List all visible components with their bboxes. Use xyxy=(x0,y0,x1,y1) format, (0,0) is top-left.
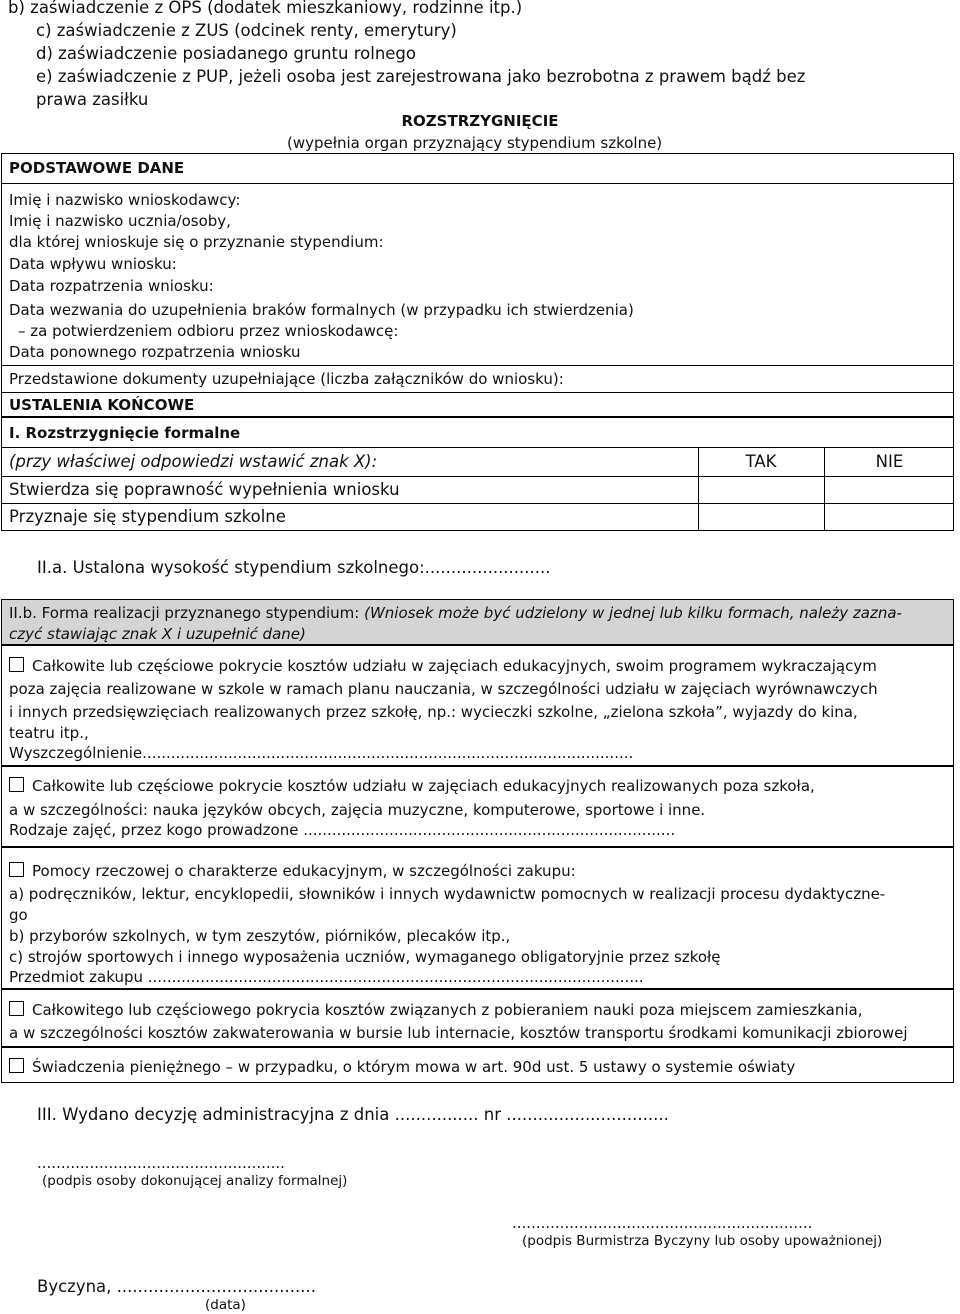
aid-option-4-line2: a w szczególności kosztów zakwaterowania w bursie lub internacie, kosztów transportu środkami komunikacji zbiorowej xyxy=(9,1024,908,1042)
aid-option-5-text: Świadczenia pieniężnego – w przypadku, o którym mowa w art. 90d ust. 5 ustawy o systemie oświaty xyxy=(32,1058,796,1076)
aid-option-1-line2: poza zajęcia realizowane w szkole w ramach planu nauczania, w szczególności udziału w zajęciach wyrównawczych xyxy=(9,680,878,698)
aid-option-3-line5: c) strojów sportowych i innego wyposażenia uczniów, wymaganego obligatoryjnie przez szkołę xyxy=(9,948,721,966)
signature-line-analyst: .................................................... xyxy=(37,1154,285,1172)
aid-option-1-line4: teatru itp., xyxy=(9,724,89,742)
doc-item-d: d) zaświadczenie posiadanego gruntu rolnego xyxy=(36,44,416,63)
student-name-label-line1: Imię i nazwisko ucznia/osoby, xyxy=(9,212,231,230)
aid-option-2-details: Rodzaje zajęć, przez kogo prowadzone .............................................................................. xyxy=(9,821,676,839)
row-scholarship-granted: Przyznaje się stypendium szkolne xyxy=(9,507,286,526)
place-and-date: Byczyna, ...................................... xyxy=(37,1277,316,1296)
aid-option-5-line1 xyxy=(9,1057,795,1078)
formal-decision-heading: I. Rozstrzygnięcie formalne xyxy=(9,424,241,442)
aid-option-3-details: Przedmiot zakupu ........................................................................................................ xyxy=(9,968,644,986)
form-of-aid-heading-line1 xyxy=(9,603,949,624)
aid-option-4-text: Całkowitego lub częściowego pokrycia kosztów związanych z pobieraniem nauki poza miejscem zamieszkania, xyxy=(32,1001,863,1019)
form-of-aid-header xyxy=(1,599,954,645)
summons-date-label-line1: Data wezwania do uzupełnienia braków formalnych (w przypadku ich stwierdzenia) xyxy=(9,301,634,319)
aid-option-2-line2: a w szczególności: nauka języków obcych, zajęcia muzyczne, komputerowe, sportowe i inne. xyxy=(9,801,706,819)
row-application-correct: Stwierdza się poprawność wypełnienia wniosku xyxy=(9,480,400,499)
divider xyxy=(2,476,953,477)
receipt-date-label: Data wpływu wniosku: xyxy=(9,255,177,273)
date-caption: (data) xyxy=(205,1297,246,1313)
doc-item-b: b) zaświadczenie z OPS (dodatek mieszkaniowy, rodzinne itp.) xyxy=(8,0,523,17)
applicant-name-label: Imię i nazwisko wnioskodawcy: xyxy=(9,191,241,209)
aid-option-3-line3: go xyxy=(9,906,28,924)
aid-option-3 xyxy=(1,847,954,989)
table-instruction: (przy właściwej odpowiedzi wstawić znak X): xyxy=(9,452,378,471)
doc-item-e-line2: prawa zasiłku xyxy=(36,90,149,109)
aid-option-3-text: Pomocy rzeczowej o charakterze edukacyjnym, w szczególności zakupu: xyxy=(32,862,576,880)
aid-option-3-line1 xyxy=(9,861,576,882)
divider xyxy=(2,503,953,504)
aid-option-1-line1 xyxy=(9,656,877,677)
doc-item-e-line1: e) zaświadczenie z PUP, jeżeli osoba jest zarejestrowana jako bezrobotna z prawem bądź bez xyxy=(36,67,806,86)
column-no-header: NIE xyxy=(875,452,904,471)
signature-line-mayor: ............................................................... xyxy=(512,1214,813,1232)
doc-item-c: c) zaświadczenie z ZUS (odcinek renty, emerytury) xyxy=(36,21,457,40)
signature-caption-analyst: (podpis osoby dokonującej analizy formalnej) xyxy=(42,1173,348,1189)
form-of-aid-heading-line2: czyć stawiając znak X i uzupełnić dane) xyxy=(9,625,306,643)
administrative-decision: III. Wydano decyzję administracyjna z dnia ................ nr ............................... xyxy=(37,1105,669,1124)
student-name-label-line2: dla której wnioskuje się o przyznanie stypendium: xyxy=(9,233,384,251)
aid-option-1-details: Wyszczególnienie....................................................................................................... xyxy=(9,744,634,762)
formal-decision-table xyxy=(1,417,954,531)
aid-option-1-text: Całkowite lub częściowe pokrycie kosztów udziału w zajęciach edukacyjnych, swoim programem wykraczającym xyxy=(32,657,877,675)
divider xyxy=(2,183,953,184)
form-of-aid-note: (Wniosek może być udzielony w jednej lub kilku formach, należy zazna- xyxy=(364,604,902,622)
column-yes-header: TAK xyxy=(745,452,777,471)
divider xyxy=(2,447,953,448)
re-review-date-label: Data ponownego rozpatrzenia wniosku xyxy=(9,343,301,361)
aid-option-1 xyxy=(1,645,954,766)
basic-data-heading: PODSTAWOWE DANE xyxy=(9,159,185,177)
aid-option-2-text: Całkowite lub częściowe pokrycie kosztów udziału w zajęciach edukacyjnych realizowanych poza szkoła, xyxy=(32,777,815,795)
checkbox[interactable] xyxy=(9,1058,24,1073)
aid-option-3-line4: b) przyborów szkolnych, w tym zeszytów, piórników, plecaków itp., xyxy=(9,927,511,945)
divider xyxy=(2,392,953,393)
review-date-label: Data rozpatrzenia wniosku: xyxy=(9,277,214,295)
checkbox[interactable] xyxy=(9,1001,24,1016)
aid-option-2-line1 xyxy=(9,776,815,797)
aid-option-4-line1 xyxy=(9,1000,862,1021)
checkbox[interactable] xyxy=(9,657,24,672)
decision-title: ROZSTRZYGNIĘCIE xyxy=(401,112,559,130)
form-of-aid-number: II.b. xyxy=(9,604,37,622)
divider xyxy=(2,365,953,366)
aid-option-4 xyxy=(1,989,954,1047)
checkbox[interactable] xyxy=(9,862,24,877)
summons-date-label-line2: – za potwierdzeniem odbioru przez wnioskodawcę: xyxy=(18,322,399,340)
scholarship-amount: II.a. Ustalona wysokość stypendium szkolnego:........................ xyxy=(37,558,551,577)
aid-option-2 xyxy=(1,766,954,847)
signature-caption-mayor: (podpis Burmistrza Byczyny lub osoby upoważnionej) xyxy=(522,1233,883,1249)
documents-label: Przedstawione dokumenty uzupełniające (liczba załączników do wniosku): xyxy=(9,370,564,388)
checkbox[interactable] xyxy=(9,777,24,792)
findings-heading: USTALENIA KOŃCOWE xyxy=(9,396,195,414)
basic-data-box xyxy=(1,153,954,417)
decision-subtitle: (wypełnia organ przyznający stypendium szkolne) xyxy=(287,134,663,152)
aid-option-5 xyxy=(1,1047,954,1083)
aid-option-1-line3: i innych przedsięwzięciach realizowanych przez szkołę, np.: wycieczki szkolne, „zielona szkoła”, wyjazdy do kina, xyxy=(9,703,858,721)
aid-option-3-line2: a) podręczników, lektur, encyklopedii, słowników i innych wydawnictw pomocnych w realizacji procesu dydaktyczne- xyxy=(9,885,886,903)
form-of-aid-title: Forma realizacji przyznanego stypendium: xyxy=(36,604,365,622)
